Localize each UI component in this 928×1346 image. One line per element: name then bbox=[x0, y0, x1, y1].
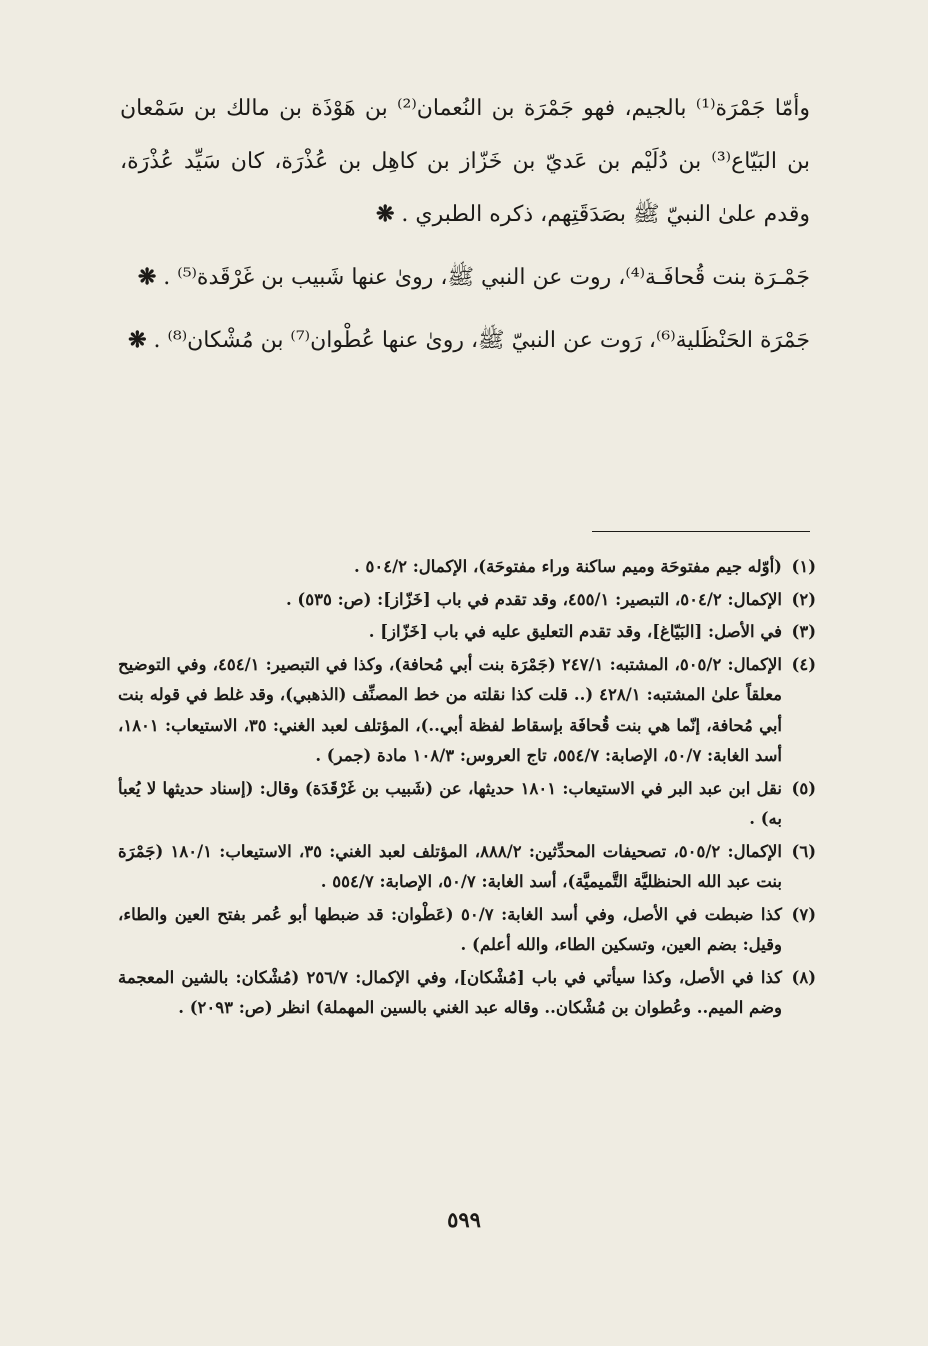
star-ornament: ❋ bbox=[137, 264, 157, 290]
footnotes bbox=[118, 552, 816, 1026]
footnote-item bbox=[118, 774, 816, 835]
footnote-item bbox=[118, 963, 816, 1024]
footnote-text: في الأصل: [البَيّاغ]، وقد تقدم التعليق عليه في باب [خَزّاز] . bbox=[368, 622, 782, 641]
footnote-item bbox=[118, 617, 816, 648]
entry-jamra-hanzaliyya bbox=[120, 314, 810, 367]
footnote-item bbox=[118, 837, 816, 898]
entry-jamra-ibn-numan bbox=[120, 82, 810, 241]
entry-text: جَمْـرَة بنت قُحافَـة⁽⁴⁾، روت عن النبي ﷺ، روىٰ عنها شَبيب بن غَرْقَدة⁽⁵⁾ . bbox=[163, 265, 810, 290]
entry-text: جَمْرَة الحَنْظَلية⁽⁶⁾، رَوت عن النبيّ ﷺ، روىٰ عنها عُطْوان⁽⁷⁾ بن مُشْكان⁽⁸⁾ . bbox=[153, 328, 810, 353]
footnote-text: كذا في الأصل، وكذا سيأتي في باب [مُشْكان]، وفي الإكمال: ٢٥٦/٧ (مُشْكان: بالشين المعجمة وضم الميم.. وعُطوان بن مُشْكان.. وقاله عبد الغني بالسين المهملة) انظر (ص: ٢٠٩٣) . bbox=[118, 967, 783, 1017]
entry-jamra-bint-quhafa bbox=[120, 251, 810, 304]
footnote-text: الإكمال: ٥٠٤/٢، التبصير: ٤٥٥/١، وقد تقدم في باب [خَزّاز]: (ص: ٥٣٥) . bbox=[285, 589, 782, 609]
footnote-text: (أوّله جيم مفتوحَة وميم ساكنة وراء مفتوحَة)، الإكمال: ٥٠٤/٢ . bbox=[353, 557, 782, 576]
footnote-item bbox=[118, 650, 816, 772]
main-text bbox=[120, 82, 810, 377]
footnote-separator bbox=[592, 531, 810, 532]
footnote-number: (٤) bbox=[791, 654, 816, 674]
entry-text: وأمّا جَمْرَة⁽¹⁾ بالجيم، فهو جَمْرَة بن النُعمان⁽²⁾ بن هَوْذَة بن مالك بن سَمْعان بن البَيّاع⁽³⁾ بن دُلَيْم بن عَديّ بن خَزّاز بن كاهِل بن عُذْرَة، كان سَيِّد عُذْرَة، وقدم علىٰ النبيّ ﷺ بصَدَقَتِهم، ذكره الطبري . bbox=[120, 96, 811, 227]
footnote-number: (٢) bbox=[791, 589, 816, 609]
star-ornament: ❋ bbox=[128, 327, 147, 353]
footnote-number: (٨) bbox=[791, 967, 816, 987]
footnote-item bbox=[118, 552, 816, 583]
page-number: ٥٩٩ bbox=[447, 1207, 481, 1232]
footnote-number: (٧) bbox=[791, 904, 816, 924]
footnote-text: كذا ضبطت في الأصل، وفي أسد الغابة: ٥٠/٧ (عَطْوان: قد ضبطها أبو عُمر بفتح العين والطاء، وقيل: بضم العين، وتسكين الطاء، والله أعلم) . bbox=[118, 904, 783, 954]
footnote-text: نقل ابن عبد البر في الاستيعاب: ١٨٠١ حديثها، عن (شَبيب بن غَرْقَدَة) وقال: (إسناد حديثها لا يُعبأ به) . bbox=[118, 778, 782, 828]
footnote-number: (٥) bbox=[791, 778, 816, 798]
footnote-number: (٦) bbox=[791, 841, 816, 861]
footnote-item bbox=[118, 585, 816, 616]
footnote-number: (١) bbox=[791, 557, 816, 576]
footnote-text: الإكمال: ٥٠٥/٢، المشتبه: ٢٤٧/١ (جَمْرَة بنت أبي مُحافة)، وكذا في التبصير: ٤٥٤/١، وفي التوضيح معلقاً علىٰ المشتبه: ٤٢٨/١ (.. قلت كذا نقلته من خط المصنِّف (الذهبي)، وقد غلط في قوله بنت أبي مُحافة، إنّما هي بنت قُحافَة بإسقاط لفظة أبي..)، المؤتلف لعبد الغني: ٣٥، الاستيعاب: ١٨٠١، أسد الغابة: ٥٠/٧، الإصابة: ٥٥٤/٧، تاج العروس: ١٠٨/٣ مادة (جمر) . bbox=[118, 654, 783, 765]
star-ornament: ❋ bbox=[375, 201, 395, 227]
footnote-text: الإكمال: ٥٠٥/٢، تصحيفات المحدِّثين: ٨٨٨/٢، المؤتلف لعبد الغني: ٣٥، الاستيعاب: ١٨٠/١ (جَمْرَة بنت عبد الله الحنظليَّة التَّميميَّة)، أسد الغابة: ٥٠/٧، الإصابة: ٥٥٤/٧ . bbox=[118, 841, 783, 891]
footnote-item bbox=[118, 900, 816, 961]
footnote-number: (٣) bbox=[791, 622, 816, 641]
